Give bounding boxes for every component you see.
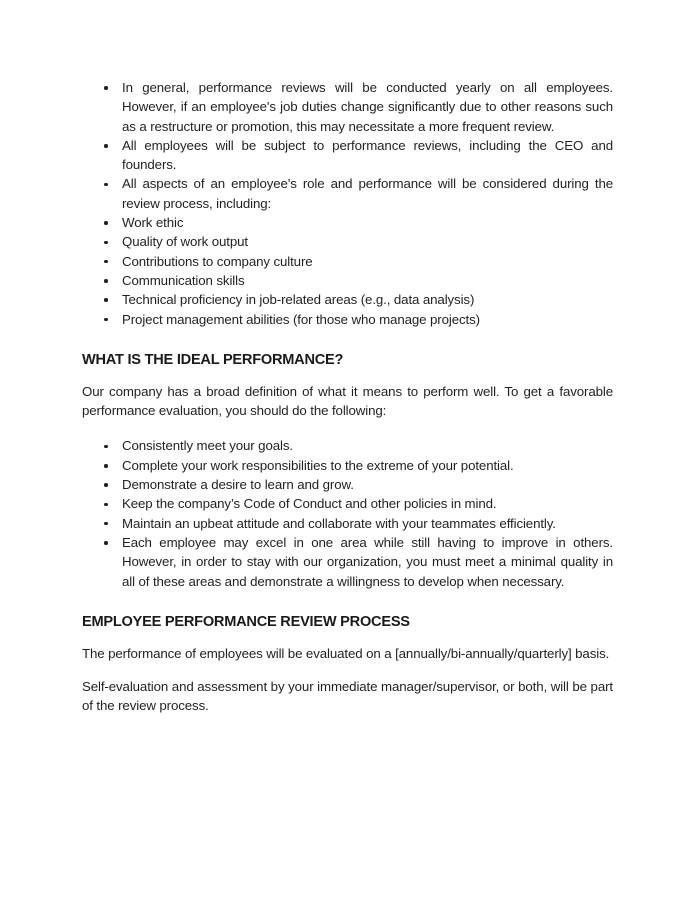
list-item xyxy=(82,213,613,232)
list-item xyxy=(82,78,613,136)
list-item xyxy=(82,533,613,591)
spacer xyxy=(82,329,613,350)
paragraph-self-evaluation: Self-evaluation and assessment by your immediate manager/supervisor, or both, will be part of the review process. xyxy=(82,679,613,714)
spacer xyxy=(82,631,613,644)
spacer xyxy=(82,663,613,677)
list-item xyxy=(82,310,613,329)
policy-bullet-list-general xyxy=(82,78,613,329)
list-item-text: Quality of work output xyxy=(122,234,248,250)
list-item-text: All employees will be subject to performance reviews, including the CEO and founders. xyxy=(122,137,613,173)
list-item-text: Demonstrate a desire to learn and grow. xyxy=(122,477,354,493)
list-item-text: Each employee may excel in one area while still having to improve in others. However, in order to stay with our organization, you must meet a minimal quality in all of these areas and demonstrate a willingness to develop when necessary. xyxy=(122,534,613,589)
paragraph-ideal-intro: Our company has a broad definition of what it means to perform well. To get a favorable performance evaluation, you should do the following: xyxy=(82,383,613,419)
list-item xyxy=(82,436,613,455)
list-item xyxy=(82,271,613,290)
document-content xyxy=(82,78,613,716)
list-item xyxy=(82,290,613,309)
list-item-text: Maintain an upbeat attitude and collaborate with your teammates efficiently. xyxy=(122,515,556,531)
spacer xyxy=(82,420,613,436)
list-item-text: Consistently meet your goals. xyxy=(122,438,293,454)
list-item xyxy=(82,252,613,271)
list-item-text: Contributions to company culture xyxy=(122,253,313,269)
list-item xyxy=(82,232,613,251)
paragraph-evaluation-frequency: The performance of employees will be evaluated on a [annually/bi-annually/quarterly] basis. xyxy=(82,645,610,661)
section-heading-ideal-performance: WHAT IS THE IDEAL PERFORMANCE? xyxy=(82,350,344,368)
list-item-text: Complete your work responsibilities to the extreme of your potential. xyxy=(122,457,514,473)
list-item-text: In general, performance reviews will be conducted yearly on all employees. However, if an employee's job duties change significantly due to other reasons such as a restructure or promotion, this may necessitate a more frequent review. xyxy=(122,80,613,134)
list-item xyxy=(82,174,613,213)
list-item-text: Project management abilities (for those who manage projects) xyxy=(122,311,480,327)
policy-bullet-list-ideal xyxy=(82,436,613,590)
list-item-text: Work ethic xyxy=(122,215,184,231)
list-item xyxy=(82,514,613,533)
spacer xyxy=(82,369,613,382)
list-item-text: Technical proficiency in job-related areas (e.g., data analysis) xyxy=(122,292,475,308)
list-item-text: Communication skills xyxy=(122,272,245,288)
list-item-text: Keep the company’s Code of Conduct and other policies in mind. xyxy=(122,496,497,512)
spacer xyxy=(82,591,613,612)
list-item xyxy=(82,475,613,494)
list-item xyxy=(82,456,613,475)
list-item-text: All aspects of an employee's role and performance will be considered during the review process, including: xyxy=(122,176,613,211)
list-item xyxy=(82,494,613,513)
list-item xyxy=(82,136,613,175)
section-heading-review-process: EMPLOYEE PERFORMANCE REVIEW PROCESS xyxy=(82,612,410,630)
